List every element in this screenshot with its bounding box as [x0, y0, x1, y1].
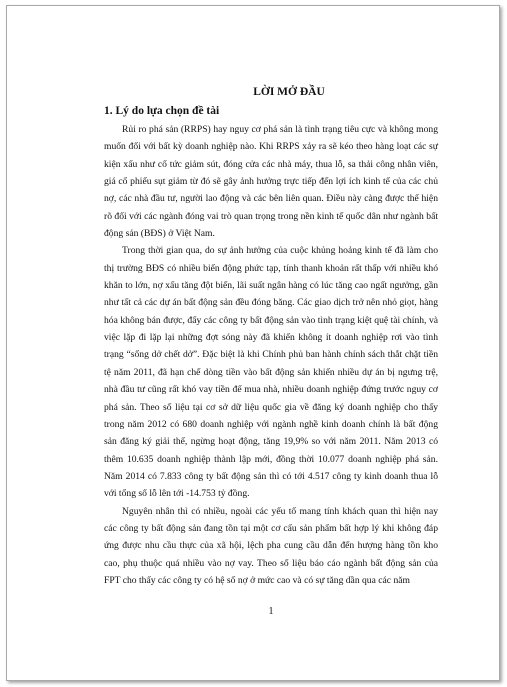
page-title: LỜI MỞ ĐẦU: [253, 86, 325, 98]
page-number: 1: [268, 606, 274, 617]
paragraph-3: Nguyên nhân thì có nhiều, ngoài các yếu tố mang tính khách quan thì hiện nay các công ty bất động sản đang tồn tại một cơ cấu sản phẩm bất hợp lý khi không đáp ứng được nhu cầu thực của xã hội, lệch pha cung cầu dẫn đến hượng hàng tồn kho cao, phụ thuộc quá nhiều vào nợ vay. Theo số liệu báo cáo ngành bất động sản của FPT cho thấy các công ty có hệ số nợ ở mức cao và có sự tăng dần qua các năm: [104, 505, 438, 586]
page-content: [104, 84, 438, 589]
paragraph-2: Trong thời gian qua, do sự ảnh hưởng của cuộc khủng hoảng kinh tế đã làm cho thị trường BĐS có nhiều biến động phức tạp, tính thanh khoản rất thấp với nhiều khó khăn to lớn, nợ xấu tăng đột biến, lãi suất ngân hàng có lúc tăng cao ngất ngưởng, gần như tất cả các dự án bất động sản đều đóng băng. Các giao dịch trở nên nhỏ giọt, hàng hóa không bán được, đẩy các công ty bất động sản vào tình trạng kiệt quệ tài chính, và việc lặp đi lặp lại những đợt sóng này đã khiến không ít doanh nghiệp rơi vào tình trạng “sống dở chết dở”. Đặc biệt là khi Chính phủ ban hành chính sách thắt chặt tiền tệ năm 2011, đã hạn chế dòng tiền vào bất động sản khiến nhiều dự án bị ngưng trệ, nhà đầu tư cũng rất khó vay tiền để mua nhà, nhiều doanh nghiệp đứng trước nguy cơ phá sản. Theo số liệu tại cơ sở dữ liệu quốc gia về đăng ký doanh nghiệp cho thấy trong năm 2012 có 680 doanh nghiệp với ngành nghề kinh doanh chính là bất động sản đăng ký giải thể, ngừng hoạt động, tăng 19,9% so với năm 2011. Năm 2013 có thêm 10.635 doanh nghiệp thành lập mới, đồng thời 10.077 doanh nghiệp phá sản. Năm 2014 có 7.833 công ty bất động sản thì có tới 4.517 công ty kinh doanh thua lỗ với tổng số lỗ lên tới -14.753 tỷ đồng.: [104, 245, 438, 500]
document-page: [6, 5, 500, 681]
paragraph-1: Rủi ro phá sản (RRPS) hay nguy cơ phá sản là tình trạng tiêu cực và không mong muốn đối với bất kỳ doanh nghiệp nào. Khi RRPS xảy ra sẽ kéo theo hàng loạt các sự kiện xấu như cổ tức giảm sút, đóng cửa các nhà máy, thua lỗ, sa thải công nhân viên, giá cổ phiếu sụt giảm từ đó sẽ gây ảnh hưởng trực tiếp đến lợi ích kinh tế của các chủ nợ, các nhà đầu tư, người lao động và các bên liên quan. Điều này càng được thể hiện rõ đối với các ngành đóng vai trò quan trọng trong nền kinh tế quốc dân như ngành bất động sản (BĐS) ở Việt Nam.: [104, 124, 438, 240]
section-heading: 1. Lý do lựa chọn đề tài: [104, 105, 220, 117]
